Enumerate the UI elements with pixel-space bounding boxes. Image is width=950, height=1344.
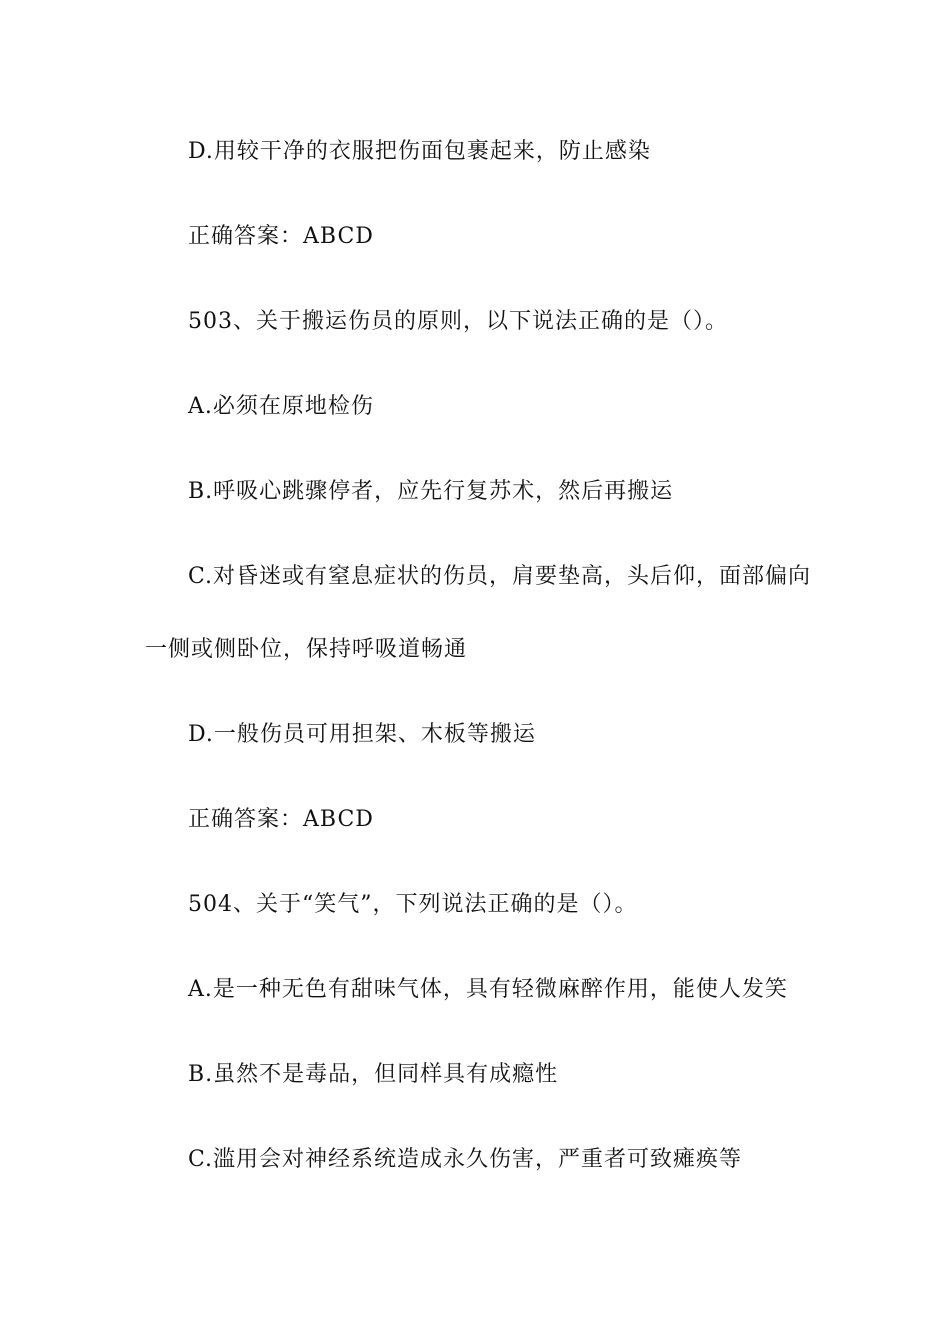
answer-text: 正确答案：ABCD: [188, 224, 374, 249]
option-d-text: D.一般伤员可用担架、木板等搬运: [188, 722, 536, 747]
option-c-text: C.对昏迷或有窒息症状的伤员，肩要垫高，头后仰，面部偏向: [188, 564, 812, 589]
option-a-text: A.是一种无色有甜味气体，具有轻微麻醉作用，能使人发笑: [188, 977, 788, 1002]
option-b-text: B.虽然不是毒品，但同样具有成瘾性: [188, 1062, 559, 1087]
option-d-text: D.用较干净的衣服把伤面包裹起来，防止感染: [188, 139, 651, 164]
option-c-continuation: 一侧或侧卧位，保持呼吸道畅通: [145, 637, 468, 662]
answer-text: 正确答案：ABCD: [188, 807, 374, 832]
option-a-text: A.必须在原地检伤: [188, 394, 374, 419]
option-b-text: B.呼吸心跳骤停者，应先行复苏术，然后再搬运: [188, 479, 674, 504]
option-c-text: C.滥用会对神经系统造成永久伤害，严重者可致瘫痪等: [188, 1147, 743, 1172]
question-503: 503、关于搬运伤员的原则，以下说法正确的是（）。: [188, 309, 728, 334]
question-504: 504、关于“笑气”，下列说法正确的是（）。: [188, 892, 638, 917]
